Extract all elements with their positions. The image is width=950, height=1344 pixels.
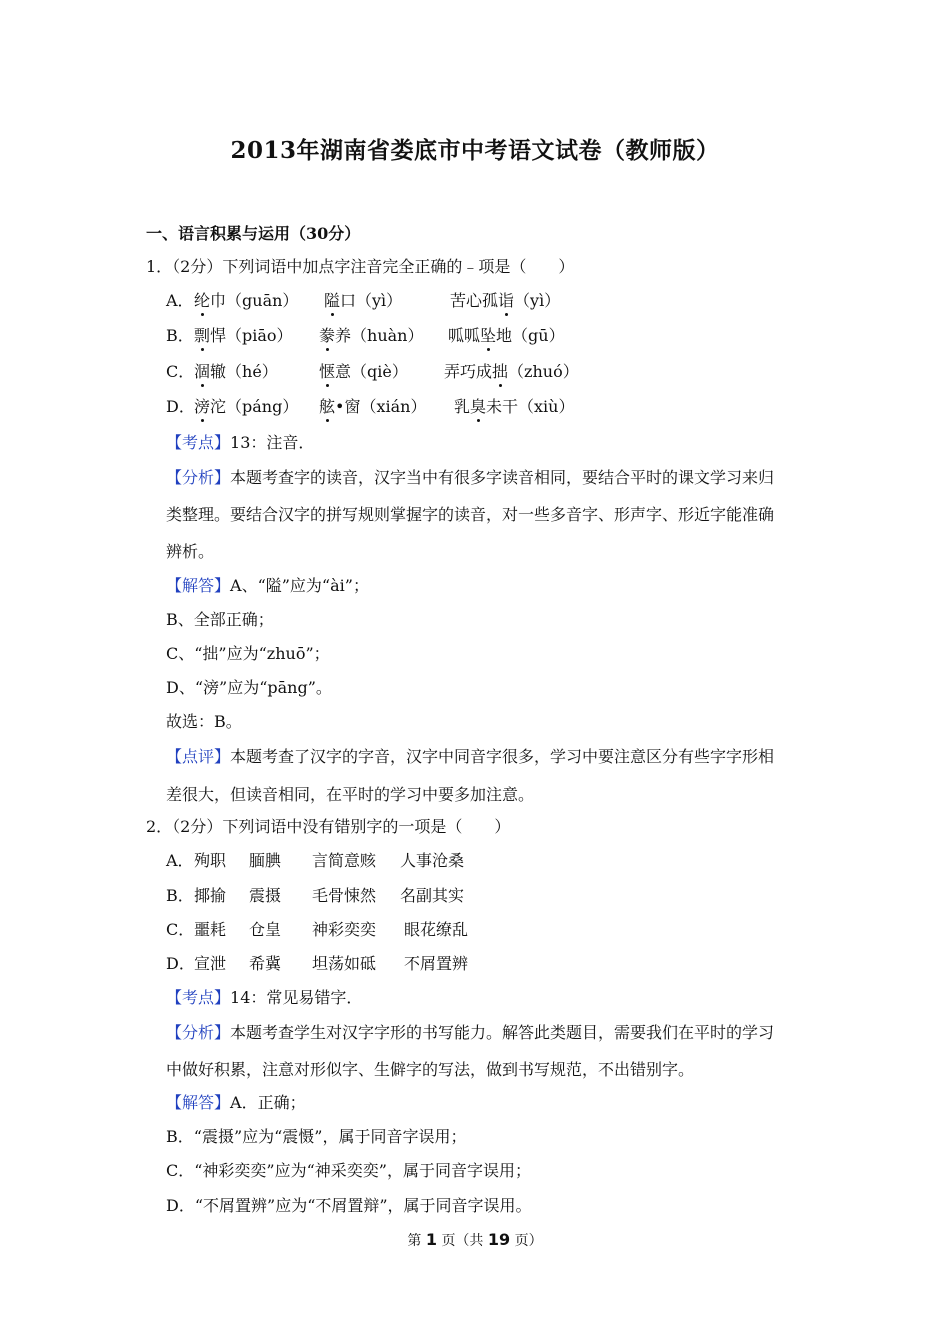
- option-word-2: 豢养（huàn）: [319, 326, 424, 345]
- q2-kaodian: 【考点】14：常见易错字．: [166, 988, 363, 1007]
- option-word-3: 神彩奕奕: [312, 920, 377, 939]
- option-letter: B．: [166, 886, 194, 905]
- q1-dianping: 【点评】本题考查了汉字的字音，汉字中同音字很多，学习中要注意区分有些字字形相: [166, 747, 775, 766]
- option-word-3: 苦心孤诣（yì）: [450, 291, 561, 310]
- option-word-3: 弄巧成拙（zhuó）: [444, 362, 579, 381]
- option-word-2: 腼腆: [249, 851, 282, 870]
- option-word-1: 剽悍（piāo）: [194, 326, 293, 345]
- option-word-4: 人事沧桑: [400, 851, 465, 870]
- option-word-1: 揶揄: [194, 886, 227, 905]
- q1-dianping-line-2: 差很大，但读音相同，在平时的学习中要多加注意。: [166, 785, 535, 804]
- kaodian-tag: 【考点】: [166, 433, 231, 452]
- q1-answer: 故选：B。: [166, 712, 242, 731]
- q1-fenxi: 【分析】本题考查字的读音，汉字当中有很多字读音相同，要结合平时的课文学习来归: [166, 468, 775, 487]
- q2-jieda: 【解答】A．正确；: [166, 1093, 306, 1112]
- dotted-char: 诣: [498, 291, 515, 310]
- q1-fenxi-line-3: 辨析。: [166, 542, 215, 561]
- dotted-char: 拙: [492, 362, 509, 381]
- option-word-2: 震摄: [249, 886, 282, 905]
- dotted-char: 臭: [470, 397, 487, 416]
- dotted-char: 剽: [194, 326, 211, 345]
- q2-fenxi-line-2: 中做好积累，注意对形似字、生僻字的写法，做到书写规范，不出错别字。: [166, 1060, 695, 1079]
- option-word-2: 仓皇: [249, 920, 282, 939]
- option-word-1: 纶巾（guān）: [194, 291, 299, 310]
- dotted-char: 涸: [194, 362, 211, 381]
- page-footer: 第 1 页（共 19 页）: [407, 1230, 543, 1249]
- dotted-char: 惬: [319, 362, 336, 381]
- option-word-3: 呱呱坠地（gū）: [448, 326, 565, 345]
- current-page-number: 1: [425, 1230, 437, 1249]
- option-letter: C．: [166, 362, 195, 381]
- option-word-2: 隘口（yì）: [324, 291, 403, 310]
- option-letter: A．: [166, 851, 194, 870]
- fenxi-tag: 【分析】: [166, 468, 231, 487]
- q1-jieda-line-3: C、“拙”应为“zhuō”；: [166, 644, 330, 663]
- q1-jieda-line-4: D、“滂”应为“pāng”。: [166, 678, 332, 697]
- option-word-3: 坦荡如砥: [312, 954, 377, 973]
- option-word-3: 言简意赅: [312, 851, 377, 870]
- option-word-1: 涸辙（hé）: [194, 362, 278, 381]
- q1-jieda: 【解答】A、“隘”应为“ài”；: [166, 576, 369, 595]
- option-letter: A．: [166, 291, 194, 310]
- option-word-1: 噩耗: [194, 920, 227, 939]
- option-word-2: 舷•窗（xián）: [319, 397, 427, 416]
- option-word-2: 希冀: [249, 954, 282, 973]
- option-word-4: 眼花缭乱: [404, 920, 469, 939]
- dotted-char: 豢: [319, 326, 336, 345]
- q2-fenxi: 【分析】本题考查学生对汉字字形的书写能力。解答此类题目，需要我们在平时的学习: [166, 1023, 775, 1042]
- jieda-tag: 【解答】: [166, 576, 231, 595]
- q2-jieda-line-3: C．“神彩奕奕”应为“神采奕奕”，属于同音字误用；: [166, 1161, 531, 1180]
- page-title: 2013年湖南省娄底市中考语文试卷（教师版）: [230, 137, 720, 164]
- option-word-1: 宣泄: [194, 954, 227, 973]
- q2-jieda-line-2: B．“震摄”应为“震慑”，属于同音字误用；: [166, 1127, 467, 1146]
- question-2-stem: 2．（2分）下列词语中没有错别字的一项是（ ）: [146, 817, 511, 836]
- option-word-4: 名副其实: [400, 886, 465, 905]
- dotted-char: 滂: [194, 397, 211, 416]
- total-page-count: 19: [487, 1230, 511, 1249]
- option-letter: D．: [166, 954, 195, 973]
- dotted-char: 纶: [194, 291, 211, 310]
- option-word-2: 惬意（qiè）: [319, 362, 408, 381]
- dotted-char: 隘: [324, 291, 341, 310]
- option-word-3: 毛骨悚然: [312, 886, 377, 905]
- dianping-tag: 【点评】: [166, 747, 231, 766]
- section-heading: 一、语言积累与运用（30分）: [146, 224, 361, 243]
- option-letter: B．: [166, 326, 194, 345]
- q1-kaodian: 【考点】13：注音．: [166, 433, 315, 452]
- option-word-3: 乳臭未干（xiù）: [454, 397, 575, 416]
- q1-fenxi-line-2: 类整理。要结合汉字的拼写规则掌握字的读音，对一些多音字、形声字、形近字能准确: [166, 505, 775, 524]
- q1-jieda-line-2: B、全部正确；: [166, 610, 274, 629]
- kaodian-tag: 【考点】: [166, 988, 231, 1007]
- fenxi-tag: 【分析】: [166, 1023, 231, 1042]
- dotted-char: 坠: [480, 326, 497, 345]
- question-1-stem: 1．（2分）下列词语中加点字注音完全正确的﹣项是（ ）: [146, 257, 575, 276]
- option-letter: C．: [166, 920, 195, 939]
- option-letter: D．: [166, 397, 195, 416]
- jieda-tag: 【解答】: [166, 1093, 231, 1112]
- option-word-4: 不屑置辨: [404, 954, 469, 973]
- option-word-1: 滂沱（páng）: [194, 397, 299, 416]
- dotted-char: 舷: [319, 397, 336, 416]
- q2-jieda-line-4: D．“不屑置辨”应为“不屑置辩”，属于同音字误用。: [166, 1196, 532, 1215]
- option-word-1: 殉职: [194, 851, 227, 870]
